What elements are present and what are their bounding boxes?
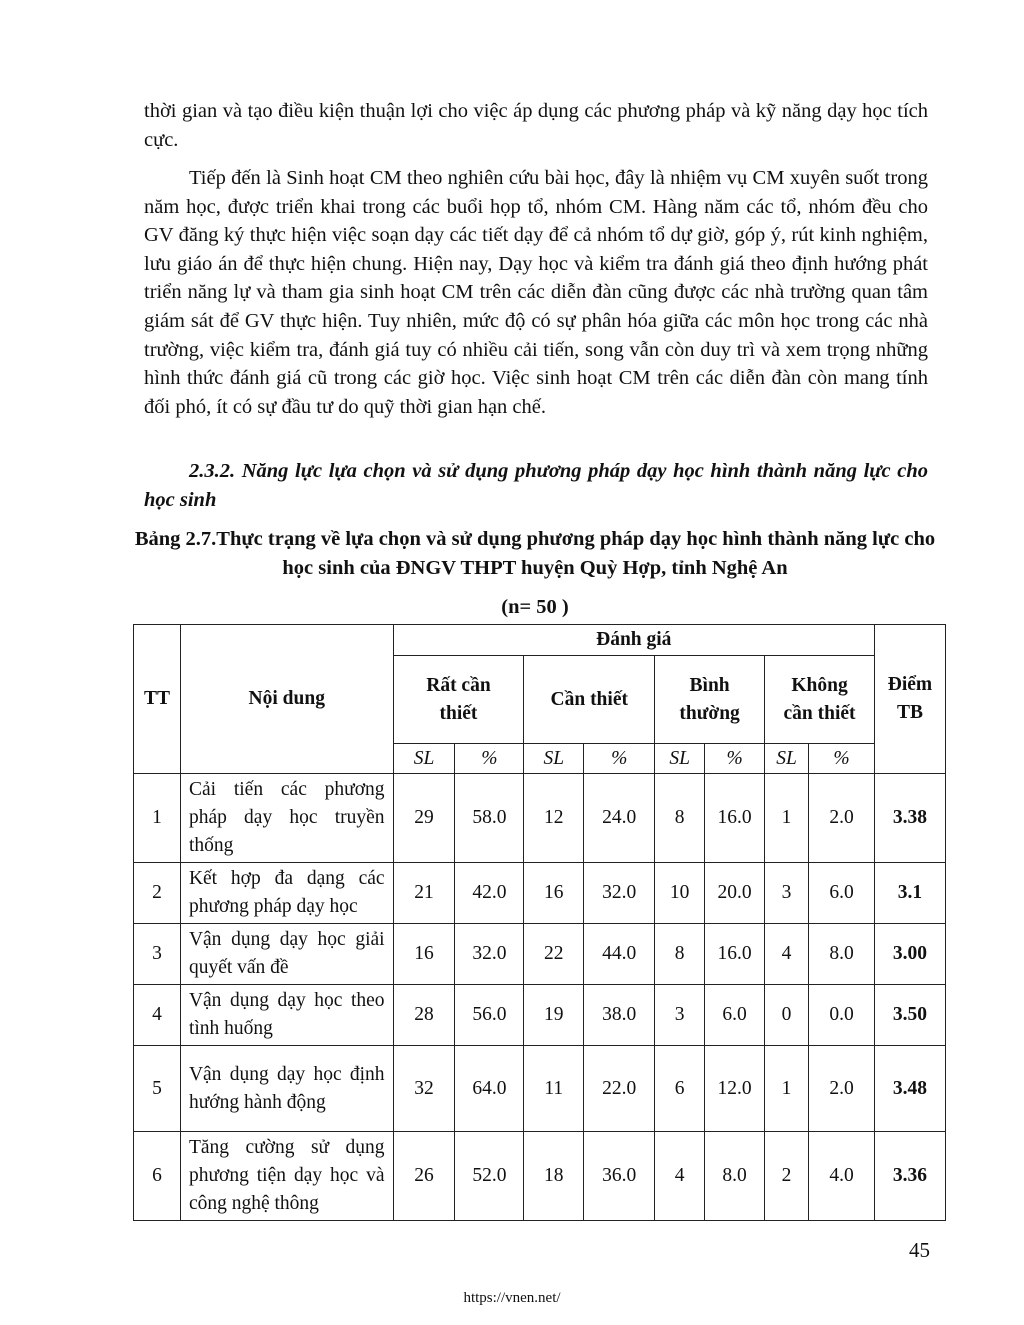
table-row (134, 774, 946, 863)
paragraph-block (144, 164, 928, 421)
row-count: 6 (655, 1046, 705, 1132)
section-heading: 2.3.2. Năng lực lựa chọn và sử dụng phương pháp dạy học hình thành năng lực cho học sinh (144, 460, 928, 511)
row-tt: 4 (134, 985, 181, 1046)
row-count: 3 (765, 863, 809, 924)
row-percent: 16.0 (705, 774, 765, 863)
row-count: 32 (393, 1046, 455, 1132)
row-percent: 32.0 (455, 924, 524, 985)
row-tt: 2 (134, 863, 181, 924)
row-percent: 0.0 (809, 985, 875, 1046)
row-score: 3.36 (874, 1132, 945, 1221)
row-tt: 6 (134, 1132, 181, 1221)
row-percent: 56.0 (455, 985, 524, 1046)
sub-pct: % (809, 744, 875, 774)
assessment-table (133, 624, 946, 1221)
paragraph-1: thời gian và tạo điều kiện thuận lợi cho việc áp dụng các phương pháp và kỹ năng dạy học tích cực. (144, 100, 928, 151)
table-row (134, 985, 946, 1046)
row-percent: 8.0 (705, 1132, 765, 1221)
row-percent: 52.0 (455, 1132, 524, 1221)
sub-sl: SL (655, 744, 705, 774)
row-count: 10 (655, 863, 705, 924)
row-count: 29 (393, 774, 455, 863)
row-count: 19 (524, 985, 584, 1046)
row-percent: 12.0 (705, 1046, 765, 1132)
row-content: Vận dụng dạy học định hướng hành động (180, 1046, 393, 1132)
row-percent: 38.0 (584, 985, 655, 1046)
row-count: 16 (393, 924, 455, 985)
sub-sl: SL (393, 744, 455, 774)
sub-pct: % (705, 744, 765, 774)
row-count: 18 (524, 1132, 584, 1221)
page-number: 45 (909, 1238, 930, 1262)
table-body (134, 774, 946, 1221)
row-percent: 44.0 (584, 924, 655, 985)
row-content: Tăng cường sử dụng phương tiện dạy học và công nghệ thông (180, 1132, 393, 1221)
row-count: 8 (655, 774, 705, 863)
row-percent: 64.0 (455, 1046, 524, 1132)
row-content: Cải tiến các phương pháp dạy học truyền thống (180, 774, 393, 863)
row-percent: 58.0 (455, 774, 524, 863)
row-score: 3.50 (874, 985, 945, 1046)
row-percent: 24.0 (584, 774, 655, 863)
row-score: 3.48 (874, 1046, 945, 1132)
row-percent: 4.0 (809, 1132, 875, 1221)
table-row (134, 863, 946, 924)
row-count: 22 (524, 924, 584, 985)
row-percent: 22.0 (584, 1046, 655, 1132)
row-count: 16 (524, 863, 584, 924)
table-row (134, 924, 946, 985)
sub-sl: SL (524, 744, 584, 774)
row-count: 21 (393, 863, 455, 924)
row-count: 4 (655, 1132, 705, 1221)
row-count: 28 (393, 985, 455, 1046)
row-tt: 3 (134, 924, 181, 985)
header-score: Điểm TB (874, 625, 945, 774)
row-percent: 2.0 (809, 1046, 875, 1132)
row-percent: 6.0 (809, 863, 875, 924)
row-score: 3.00 (874, 924, 945, 985)
row-score: 3.1 (874, 863, 945, 924)
row-percent: 2.0 (809, 774, 875, 863)
header-level-4: Không cần thiết (765, 656, 875, 744)
row-count: 26 (393, 1132, 455, 1221)
sample-size: (n= 50 ) (501, 596, 569, 618)
row-tt: 1 (134, 774, 181, 863)
sub-pct: % (455, 744, 524, 774)
row-count: 4 (765, 924, 809, 985)
row-percent: 8.0 (809, 924, 875, 985)
row-count: 1 (765, 1046, 809, 1132)
header-tt: TT (134, 625, 181, 774)
footer-url: https://vnen.net/ (463, 1290, 561, 1306)
row-content: Kết hợp đa dạng các phương pháp dạy học (180, 863, 393, 924)
row-tt: 5 (134, 1046, 181, 1132)
row-content: Vận dụng dạy học giải quyết vấn đề (180, 924, 393, 985)
header-level-1: Rất cần thiết (393, 656, 524, 744)
row-percent: 6.0 (705, 985, 765, 1046)
row-content: Vận dụng dạy học theo tình huống (180, 985, 393, 1046)
paragraph-continuation (144, 97, 928, 154)
table-row (134, 1132, 946, 1221)
table-row (134, 1046, 946, 1132)
row-count: 0 (765, 985, 809, 1046)
row-count: 2 (765, 1132, 809, 1221)
table-caption: Bảng 2.7.Thực trạng về lựa chọn và sử dụng phương pháp dạy học hình thành năng lực cho học sinh của ĐNGV THPT huyện Quỳ Hợp, tỉnh Nghệ An (134, 528, 936, 579)
row-count: 3 (655, 985, 705, 1046)
row-percent: 20.0 (705, 863, 765, 924)
row-percent: 32.0 (584, 863, 655, 924)
sub-pct: % (584, 744, 655, 774)
sub-sl: SL (765, 744, 809, 774)
row-percent: 36.0 (584, 1132, 655, 1221)
row-score: 3.38 (874, 774, 945, 863)
header-level-3: Bình thường (655, 656, 765, 744)
row-count: 8 (655, 924, 705, 985)
row-count: 1 (765, 774, 809, 863)
header-content: Nội dung (180, 625, 393, 774)
row-percent: 42.0 (455, 863, 524, 924)
header-evaluation: Đánh giá (393, 625, 874, 656)
row-percent: 16.0 (705, 924, 765, 985)
paragraph-2: Tiếp đến là Sinh hoạt CM theo nghiên cứu bài học, đây là nhiệm vụ CM xuyên suốt trong năm học, được triển khai trong các buổi họp tổ, nhóm CM. Hàng năm các tổ, nhóm đều cho GV đăng ký thực hiện việc soạn dạy các tiết dạy để cả nhóm tổ dự giờ, góp ý, rút kinh nghiệm, lưu giáo án để thực hiện chung. Hiện nay, Dạy học và kiểm tra đánh giá theo định hướng phát triển năng lự và tham gia sinh hoạt CM trên các diễn đàn cũng được các nhà trường quan tâm giám sát để GV thực hiện. Tuy nhiên, mức độ có sự phân hóa giữa các môn học trong các nhà trường, việc kiểm tra, đánh giá tuy có nhiều cải tiến, song vẫn còn duy trì và xem trọng những hình thức đánh giá cũ trong các giờ học. Việc sinh hoạt CM trên các diễn đàn còn mang tính đối phó, ít có sự đầu tư do quỹ thời gian hạn chế. (144, 167, 928, 418)
header-level-2: Cần thiết (524, 656, 655, 744)
row-count: 11 (524, 1046, 584, 1132)
row-count: 12 (524, 774, 584, 863)
